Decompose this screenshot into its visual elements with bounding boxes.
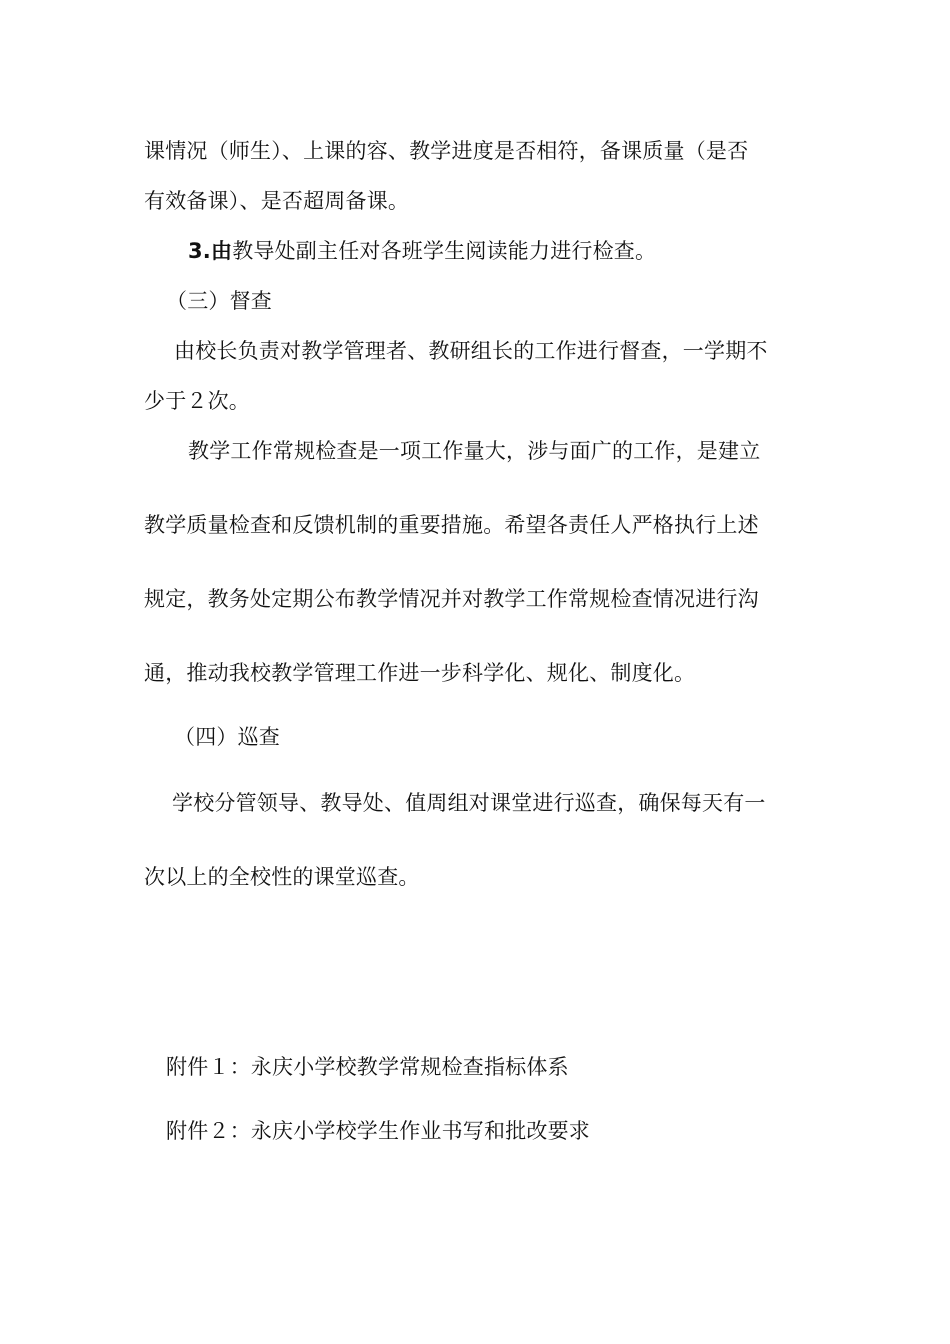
- item-3: [188, 236, 656, 266]
- item-3-text: 教导处副主任对各班学生阅读能力进行检查。: [232, 239, 657, 263]
- section-4-heading: （四）巡查: [174, 725, 280, 749]
- p3-line-2: 教学质量检查和反馈机制的重要措施。希望各责任人严格执行上述: [144, 513, 759, 537]
- p2-line-1: 由校长负责对教学管理者、教研组长的工作进行督查，一学期不: [174, 339, 768, 363]
- attachment-2: 附件２：永庆小学校学生作业书写和批改要求: [166, 1119, 590, 1143]
- p4-line-1: 学校分管领导、教导处、值周组对课堂进行巡查，确保每天有一: [172, 791, 766, 815]
- p1-line-1: 课情况（师生）、上课的容、教学进度是否相符，备课质量（是否: [144, 139, 749, 163]
- p1-line-2: 有效备课）、是否超周备课。: [144, 189, 410, 213]
- p3-line-1: 教学工作常规检查是一项工作量大，涉与面广的工作，是建立: [188, 439, 761, 463]
- p3-line-3: 规定，教务处定期公布教学情况并对教学工作常规检查情况进行沟: [144, 587, 759, 611]
- attachment-1: 附件１：永庆小学校教学常规检查指标体系: [166, 1055, 569, 1079]
- p2-line-2: 少于２次。: [144, 389, 250, 413]
- p3-line-4: 通，推动我校教学管理工作进一步科学化、规化、制度化。: [144, 661, 696, 685]
- p4-line-2: 次以上的全校性的课堂巡查。: [144, 865, 420, 889]
- item-3-number: 3.由: [188, 239, 233, 263]
- section-3-heading: （三）督查: [166, 289, 272, 313]
